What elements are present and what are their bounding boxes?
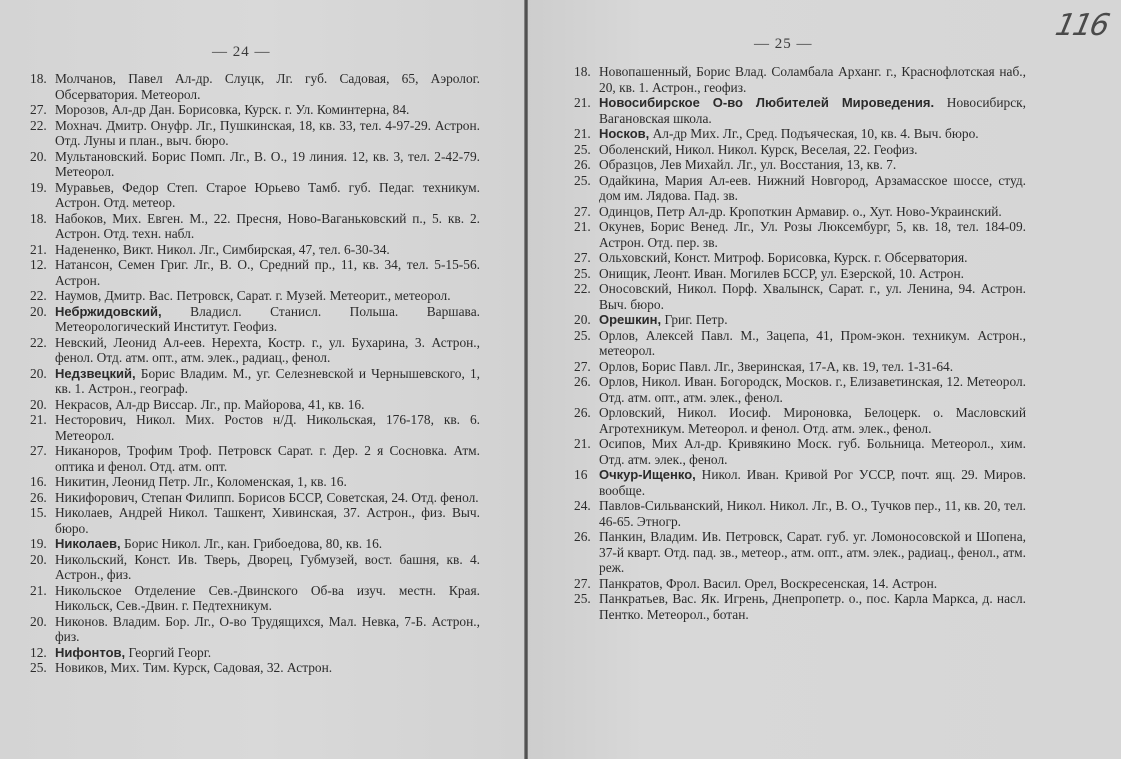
directory-entry [30, 536, 480, 552]
entry-name: Нифонтов, [55, 644, 126, 660]
directory-entry [574, 312, 1026, 328]
entry-number: 21. [30, 582, 47, 598]
directory-entry [30, 257, 480, 288]
entry-number: 18. [30, 71, 47, 86]
entry-number: 16 [574, 467, 588, 482]
entry-name: Морозов, [55, 102, 109, 117]
directory-entry [574, 266, 1026, 282]
entry-number: 22. [30, 117, 47, 133]
directory-entry [30, 180, 480, 211]
directory-entry [30, 412, 480, 443]
entry-number: 26. [30, 489, 47, 505]
entry-details: Владим. Ив. Петровск, Сарат. губ. уг. Ломоносовской и Шопена, 37-й кварт. Отд. пад. зв., метеор., атм. опт., атм. элек., радиац., фенол., атм. реж. [599, 529, 1026, 575]
directory-entry [30, 366, 480, 397]
entry-name: Образцов, [599, 157, 657, 172]
entry-name: Новиков, [55, 660, 108, 675]
entry-details: Мария Ал-еев. Нижний Новгород, Арзамасское шоссе, студ. дом им. Лядова. Пад. зв. [599, 172, 1026, 203]
entry-details: Андрей Никол. Ташкент, Хивинская, 37. Астрон., физ. Выч. бюро. [55, 505, 480, 536]
directory-entry [574, 95, 1026, 126]
entry-details: Дмитр. Онуфр. Лг., Пушкинская, 18, кв. 33, тел. 4-97-29. Астрон. Отд. Луны и план., выч. бюро. [55, 117, 480, 148]
directory-entry [30, 242, 480, 258]
entry-details: Федор Степ. Старое Юрьево Тамб. губ. Педаг. техникум. Астрон. Отд. метеор. [55, 179, 480, 210]
entry-name: Натансон, [55, 257, 113, 272]
entry-details: Ал-др Мих. Лг., Сред. Подъяческая, 10, кв. 4. Выч. бюро. [649, 126, 979, 141]
entry-details: Никол. Порф. Хвалынск, Сарат. г., ул. Ленина, 94. Астрон. Выч. бюро. [599, 281, 1026, 312]
entry-number: 20. [30, 148, 47, 164]
entry-number: 27. [574, 358, 591, 374]
directory-entry [30, 211, 480, 242]
directory-entry [30, 335, 480, 366]
entry-name: Окунев, [599, 219, 645, 234]
entry-details: Новосибирск, Вагановская школа. [599, 95, 1026, 126]
entry-name: Новопашенный, [599, 64, 692, 79]
entry-number: 20. [30, 613, 47, 629]
entry-details: Никол. Никол. Лг., В. О., Тучков пер., 11, кв. 20, тел. 46-65. Этногр. [599, 498, 1026, 529]
entry-details: Леонт. Иван. Могилев БССР, ул. Езерской, 10. Астрон. [650, 265, 965, 281]
entry-details: Фрол. Васил. Орел, Воскресенская, 14. Астрон. [662, 575, 938, 591]
entry-details: Владим. Бор. Лг., О-во Трудящихся, Мал. Невка, 7-Б. Астрон., физ. [55, 613, 480, 644]
entry-details: Никол. Иван. Богородск, Москов. г., Елизаветинская, 12. Метеорол. Отд. атм. опт., атм. элек., фенол. [599, 374, 1026, 405]
entry-name: Оносовский, [599, 281, 672, 296]
entry-details: Георгий Георг. [125, 644, 212, 660]
entry-name: Орлов, [599, 374, 639, 389]
entry-name: Ольховский, [599, 250, 671, 265]
page-left [0, 0, 526, 759]
entry-number: 21. [30, 412, 47, 427]
entry-name: Осипов, [599, 436, 646, 451]
directory-entry [574, 142, 1026, 158]
directory-entry [30, 583, 480, 614]
entry-number: 16. [30, 474, 47, 489]
entry-details: Борис Павл. Лг., Зверинская, 17-А, кв. 19, тел. 1-31-64. [638, 358, 954, 374]
directory-entry [574, 173, 1026, 204]
directory-entry [574, 405, 1026, 436]
directory-entry [574, 64, 1026, 95]
entry-details: Леонид Петр. Лг., Коломенская, 1, кв. 16. [109, 474, 347, 489]
entry-number: 20. [30, 396, 47, 412]
directory-entry [30, 552, 480, 583]
entry-number: 27. [574, 250, 591, 265]
entry-number: 27. [574, 575, 591, 591]
directory-entry [30, 474, 480, 490]
directory-entry [574, 467, 1026, 498]
directory-entry [574, 328, 1026, 359]
entry-name: Мультановский. [55, 148, 148, 164]
entry-number: 20. [30, 303, 47, 319]
entry-name: Надененко, [55, 241, 120, 257]
directory-entry [30, 490, 480, 506]
entry-details: Борис Влад. Соламбала Арханг. г., Краснофлотская наб., 20, кв. 1. Астрон., геофиз. [599, 64, 1026, 95]
directory-entry [30, 614, 480, 645]
entry-name: Муравьев, [55, 179, 114, 195]
entry-details: Владисл. Станисл. Польша. Варшава. Метеорологический Институт. Геофиз. [55, 303, 480, 334]
entry-name: Никифорович, [55, 489, 138, 505]
entry-number: 22. [574, 281, 591, 296]
page-number-right: — 25 — [754, 36, 813, 52]
entry-number: 22. [30, 288, 47, 303]
entry-number: 27. [30, 443, 47, 458]
entry-name: Набоков, [55, 210, 107, 226]
entry-name: Орлов, [599, 358, 639, 374]
directory-entry [574, 250, 1026, 266]
entry-name: Носков, [599, 126, 650, 141]
directory-entry [30, 304, 480, 335]
entry-details: Петр Ал-др. Кропоткин Армавир. о., Хут. Ново-Украинский. [653, 203, 1002, 219]
entry-number: 25. [574, 327, 591, 343]
directory-entry [574, 576, 1026, 592]
entry-details: Ал-др Виссар. Лг., пр. Майорова, 41, кв. 16. [112, 396, 365, 412]
directory-entry [30, 118, 480, 149]
handwritten-folio-number: 116 [1052, 8, 1111, 43]
entry-details: Борис Венед. Лг., Ул. Розы Люксембург, 5, кв. 18, тел. 184-09. Астрон. Отд. пер. зв. [599, 219, 1026, 250]
entry-details: Трофим Троф. Петровск Сарат. г. Дер. 2 я Сосновка. Атм. оптика и фенол. Отд. атм. опт. [55, 443, 480, 474]
entry-details: Борис Никол. Лг., кан. Грибоедова, 80, кв. 16. [120, 536, 383, 551]
entry-name: Очкур-Ищенко, [599, 467, 696, 482]
entry-number: 20. [30, 551, 47, 567]
entry-name: Оболенский, [599, 141, 672, 157]
entry-number: 21. [574, 219, 591, 234]
directory-entry [574, 529, 1026, 576]
entry-details: Мих. Тим. Курск, Садовая, 32. Астрон. [107, 660, 333, 675]
entry-details: Отделение Сев.-Двинского Об-ва изуч. местн. Края. Никольск, Сев.-Двин. г. Педтехникум. [55, 582, 480, 613]
entry-number: 21. [30, 241, 47, 257]
entry-number: 20. [574, 312, 591, 327]
entry-number: 24. [574, 498, 591, 513]
entry-name: Никитин, [55, 474, 110, 489]
entry-details: Мих Ал-др. Кривякино Моск. губ. Больница. Метеорол., хим. Отд. атм. элек., фенол. [599, 436, 1026, 467]
entry-details: Викт. Никол. Лг., Симбирская, 47, тел. 6-30-34. [119, 241, 390, 257]
entry-details: Никол. Иосиф. Мироновка, Белоцерк. о. Масловский Агротехникум. Метеорол. и фенол. Отд. атм. элек., фенол. [599, 405, 1026, 436]
entry-details: Никол. Иван. Кривой Рог УССР, почт. ящ. 29. Миров. вообще. [599, 467, 1026, 498]
directory-entry [30, 443, 480, 474]
entry-name: Никольский, [55, 551, 128, 567]
entry-name: Одинцов, [599, 203, 654, 219]
entry-name: Орлов, [599, 327, 639, 343]
entry-name: Николаев, [55, 505, 113, 520]
directory-entry [574, 157, 1026, 173]
entry-name: Никонов. [55, 613, 108, 629]
entry-number: 12. [30, 644, 47, 660]
directory-entry [574, 498, 1026, 529]
entry-number: 21. [574, 95, 591, 110]
entry-number: 15. [30, 505, 47, 520]
entry-name: Молчанов, [55, 71, 116, 86]
entry-number: 25. [30, 660, 47, 675]
directory-entry [574, 204, 1026, 220]
book-gutter [524, 0, 528, 759]
entry-details: Дмитр. Вас. Петровск, Сарат. г. Музей. Метеорит., метеорол. [101, 288, 451, 303]
entry-number: 26. [574, 157, 591, 172]
entry-name: Мохнач. [55, 117, 103, 133]
directory-entry [30, 149, 480, 180]
entry-details: Леонид Ал-еев. Нерехта, Костр. г., ул. Бухарина, 3. Астрон., фенол. Отд. атм. опт., атм. элек., радиац., фенол. [55, 334, 480, 365]
directory-entry [574, 591, 1026, 622]
entry-list-left [30, 71, 480, 676]
entry-number: 19. [30, 536, 47, 551]
entry-name: Никаноров, [55, 443, 122, 458]
entry-details: Борис Владим. М., уг. Селезневской и Чернышевского, 1, кв. 1. Астрон., географ. [55, 365, 480, 396]
page-right [526, 0, 1121, 759]
entry-number: 20. [30, 365, 47, 381]
entry-details: Конст. Митроф. Борисовка, Курск. г. Обсерватория. [670, 250, 968, 265]
entry-name: Панкратов, [599, 575, 663, 591]
entry-name: Недзвецкий, [55, 365, 136, 381]
entry-details: Борис Помп. Лг., В. О., 19 линия. 12, кв. 3, тел. 2-42-79. Метеорол. [55, 148, 480, 179]
entry-details: Алексей Павл. М., Зацепа, 41, Пром-экон. техникум. Астрон., метеорол. [599, 327, 1026, 358]
directory-entry [30, 645, 480, 661]
directory-entry [574, 436, 1026, 467]
entry-details: Никол. Никол. Курск, Веселая, 22. Геофиз. [671, 141, 918, 157]
directory-entry [30, 71, 480, 102]
entry-number: 22. [30, 334, 47, 350]
entry-details: Ал-др Дан. Борисовка, Курск. г. Ул. Коминтерна, 84. [108, 102, 410, 117]
entry-details: Вас. Як. Игрень, Днепропетр. о., пос. Карла Маркса, д. насл. Пентко. Метеорол., ботан. [599, 591, 1026, 622]
entry-number: 26. [574, 374, 591, 389]
entry-details: Семен Григ. Лг., В. О., Средний пр., 11, кв. 34, тел. 5-15-56. Астрон. [55, 257, 480, 288]
entry-number: 26. [574, 529, 591, 544]
directory-entry [574, 126, 1026, 142]
entry-name: Небржидовский, [55, 303, 162, 319]
entry-number: 19. [30, 179, 47, 195]
entry-details: Лев Михайл. Лг., ул. Восстания, 13, кв. 7. [656, 157, 897, 172]
entry-details: Павел Ал-др. Слуцк, Лг. губ. Садовая, 65, Аэролог. Обсерватория. Метеорол. [55, 71, 480, 102]
directory-entry [574, 219, 1026, 250]
entry-number: 25. [574, 265, 591, 281]
entry-name: Онищик, [599, 265, 651, 281]
entry-details: Конст. Ив. Тверь, Дворец, Губмузей, вост. башня, кв. 4. Астрон., физ. [55, 551, 480, 582]
directory-entry [30, 660, 480, 676]
directory-entry [574, 359, 1026, 375]
entry-name: Новосибирское О-во Любителей Мироведения. [599, 95, 935, 110]
entry-details: Никол. Мих. Ростов н/Д. Никольская, 176-178, кв. 6. Метеорол. [55, 412, 480, 443]
entry-details: Мих. Евген. М., 22. Пресня, Ново-Ваганьковский п., 5. кв. 2. Астрон. Отд. техн. набл. [55, 210, 480, 241]
entry-number: 21. [574, 126, 591, 141]
entry-details: Григ. Петр. [661, 312, 728, 327]
directory-entry [30, 397, 480, 413]
directory-entry [30, 505, 480, 536]
entry-details: Степан Филипп. Борисов БССР, Советская, 24. Отд. фенол. [137, 489, 479, 505]
directory-entry [30, 102, 480, 118]
entry-number: 25. [574, 172, 591, 188]
entry-number: 27. [30, 102, 47, 117]
entry-number: 18. [574, 64, 591, 79]
entry-name: Некрасов, [55, 396, 113, 412]
entry-number: 21. [574, 436, 591, 451]
entry-name: Орешкин, [599, 312, 662, 327]
entry-name: Никольское [55, 582, 122, 598]
entry-number: 27. [574, 203, 591, 219]
entry-name: Одайкина, [599, 172, 659, 188]
entry-name: Панкратьев, [599, 591, 669, 606]
directory-entry [574, 374, 1026, 405]
entry-name: Павлов-Сильванский, [599, 498, 724, 513]
entry-number: 26. [574, 405, 591, 420]
entry-number: 25. [574, 141, 591, 157]
entry-number: 25. [574, 591, 591, 606]
entry-name: Невский, [55, 334, 107, 350]
entry-name: Несторович, [55, 412, 127, 427]
entry-name: Панкин, [599, 529, 646, 544]
page-number-left: — 24 — [212, 44, 271, 60]
entry-number: 12. [30, 257, 47, 272]
entry-name: Орловский, [599, 405, 665, 420]
entry-name: Николаев, [55, 536, 121, 551]
entry-list-right [574, 64, 1026, 622]
entry-name: Наумов, [55, 288, 102, 303]
directory-entry [30, 288, 480, 304]
entry-number: 18. [30, 210, 47, 226]
directory-entry [574, 281, 1026, 312]
